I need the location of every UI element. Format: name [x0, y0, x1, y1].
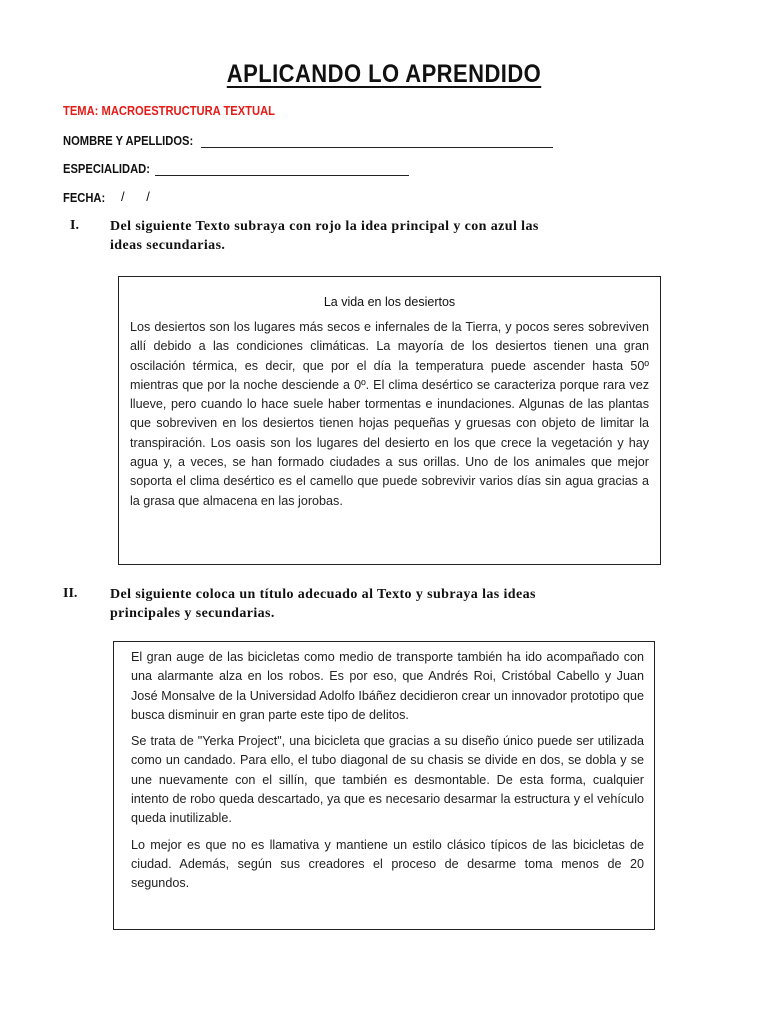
box-1-paragraph: Los desiertos son los lugares más secos e infernales de la Tierra, y pocos seres sobreviven allí debido a las condiciones climáticas. La mayoría de los desiertos tienen una gran oscilación térmica, es decir, que por el día la temperatura puede ascender hasta 50º mientras que por la noche desciende a 0º. El clima desértico se caracteriza porque rara vez llueve, pero cuando lo hace suele haber tormentas e inundaciones. Algunas de las plantas que sobreviven en los desiertos tienen hojas pequeñas y gruesas con objeto de limitar la transpiración. Los oasis son los lugares del desierto en los que crece la vegetación y hay agua y, a veces, se han formado ciudades a sus orillas. Uno de los animales que mejor soporta el clima desértico es el camello que puede sobrevivir varios días sin agua gracias a la grasa que almacena en las jorobas.: [130, 320, 649, 508]
text-box-2: [113, 641, 655, 930]
box-2-paragraph-1: El gran auge de las bicicletas como medio de transporte también ha ido acompañado con una alarmante alza en los robos. Es por eso, que Andrés Roi, Cristóbal Cabello y Juan José Monsalve de la Universidad Adolfo Ibáñez decidieron crear un innovador prototipo que busca disminuir en gran parte este tipo de delitos.: [131, 650, 644, 722]
page-title: APLICANDO LO APRENDIDO: [226, 60, 542, 88]
date-label: FECHA:: [63, 190, 106, 205]
section-2-instruction: [110, 585, 650, 623]
name-line[interactable]: [201, 147, 553, 148]
topic-label: TEMA: MACROESTRUCTURA TEXTUAL: [63, 103, 275, 118]
name-label: NOMBRE Y APELLIDOS:: [63, 133, 194, 148]
section-2-number: II.: [63, 586, 78, 601]
section-2-instruction-line2: principales y secundarias.: [110, 606, 275, 621]
text-box-1: [118, 276, 661, 565]
section-1-instruction: [110, 217, 650, 255]
section-1-instruction-line2: ideas secundarias.: [110, 238, 226, 253]
date-slashes[interactable]: / /: [121, 189, 150, 204]
specialty-line[interactable]: [155, 175, 409, 176]
section-2-instruction-line1: Del siguiente coloca un título adecuado al Texto y subraya las ideas: [110, 587, 536, 602]
box-2-paragraph-2: Se trata de "Yerka Project", una bicicleta que gracias a su diseño único puede ser utilizada como un candado. Para ello, el tubo diagonal de su chasis se divide en dos, se dobla y se une nuevamente con el sillín, que también es desmontable. De esta forma, cualquier intento de robo queda descartado, ya que es necesario desarmar la estructura y el vehículo queda inutilizable.: [131, 734, 644, 826]
box-2-paragraph-3: Lo mejor es que no es llamativa y mantiene un estilo clásico típicos de las bicicletas de ciudad. Además, según sus creadores el proceso de desarme toma menos de 20 segundos.: [131, 837, 644, 891]
section-1-number: I.: [70, 218, 79, 233]
section-1-instruction-line1: Del siguiente Texto subraya con rojo la idea principal y con azul las: [110, 219, 539, 234]
box-1-title: La vida en los desiertos: [323, 295, 456, 309]
specialty-label: ESPECIALIDAD:: [63, 161, 150, 176]
